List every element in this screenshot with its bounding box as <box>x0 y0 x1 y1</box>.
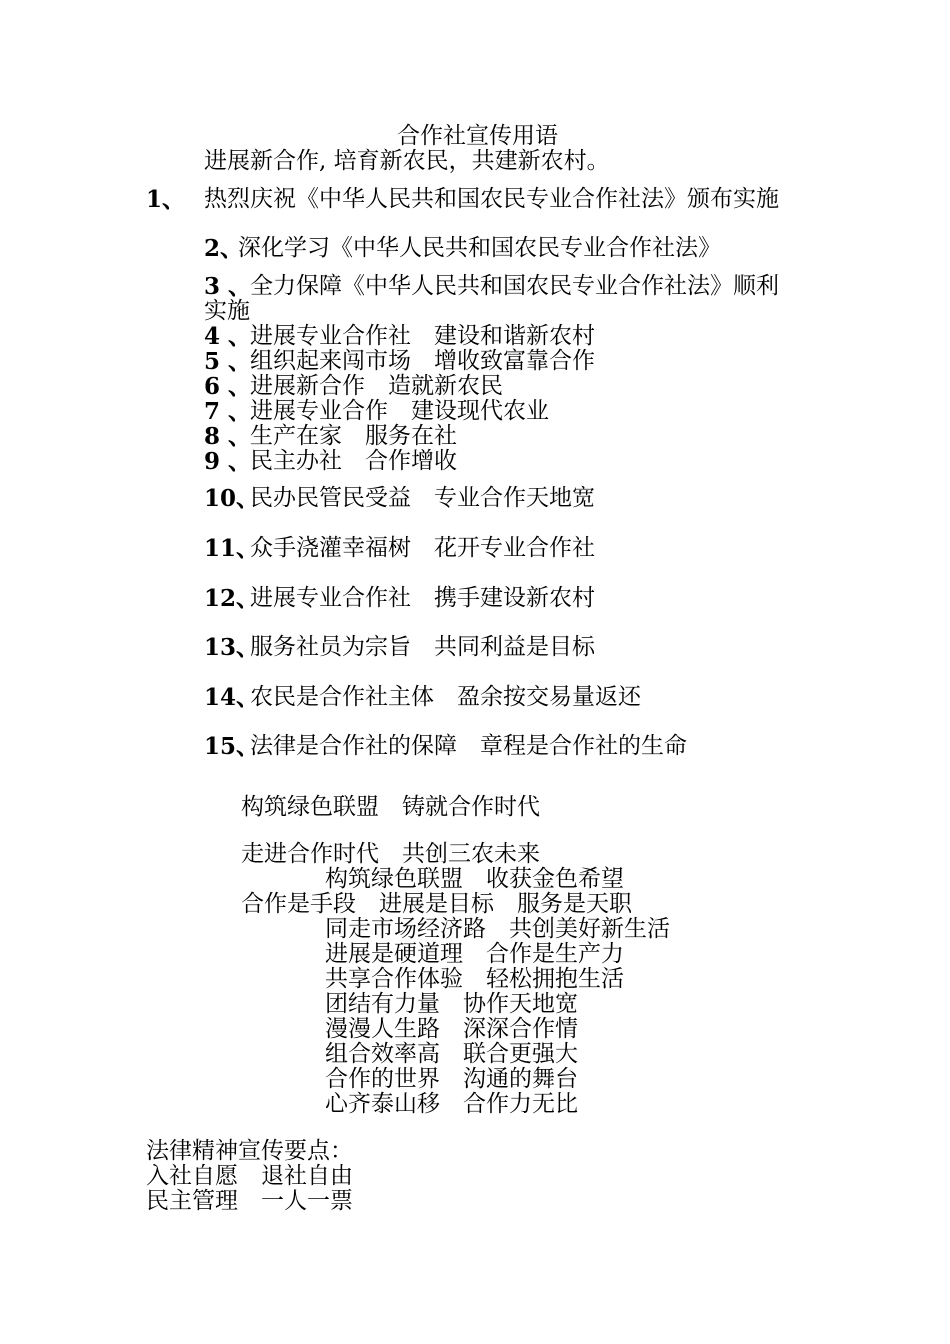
document-title: 合作社宣传用语 <box>397 123 558 149</box>
item-text: 民主办社 合作增收 <box>250 448 457 474</box>
slogan-line: 进展是硬道理 合作是生产力 <box>325 941 624 967</box>
item-number: 5 、 <box>204 348 252 375</box>
item-number: 3 、 <box>204 273 252 300</box>
item-text: 服务社员为宗旨 共同利益是目标 <box>250 634 595 660</box>
item-text: 法律是合作社的保障 章程是合作社的生命 <box>250 733 687 759</box>
item-text: 进展专业合作 建设现代农业 <box>250 398 549 424</box>
legal-points-heading: 法律精神宣传要点： <box>146 1138 353 1164</box>
item-number: 2、 <box>204 235 244 262</box>
item-number: 13、 <box>204 634 260 661</box>
legal-point-line: 民主管理 一人一票 <box>146 1188 353 1214</box>
item-number: 1、 <box>146 186 186 213</box>
item-number: 6 、 <box>204 373 252 400</box>
slogan-line: 组合效率高 联合更强大 <box>325 1041 578 1067</box>
item-text: 组织起来闯市场 增收致富靠合作 <box>250 348 595 374</box>
item-text: 农民是合作社主体 盈余按交易量返还 <box>250 684 641 710</box>
item-text: 进展专业合作社 建设和谐新农村 <box>250 323 595 349</box>
slogan-line: 合作的世界 沟通的舞台 <box>325 1066 578 1092</box>
item-number: 15、 <box>204 733 260 760</box>
legal-point-line: 入社自愿 退社自由 <box>146 1163 353 1189</box>
slogan-line: 合作是手段 进展是目标 服务是天职 <box>241 891 632 917</box>
item-number: 9 、 <box>204 448 252 475</box>
item-number: 7 、 <box>204 398 252 425</box>
slogan-line: 漫漫人生路 深深合作情 <box>325 1016 578 1042</box>
item-number: 11、 <box>204 535 260 562</box>
slogan-line: 构筑绿色联盟 收获金色希望 <box>325 866 624 892</box>
slogan-line: 团结有力量 协作天地宽 <box>325 991 578 1017</box>
slogan-line: 走进合作时代 共创三农未来 <box>241 841 540 867</box>
document-subtitle: 进展新合作, 培育新农民，共建新农村。 <box>204 148 610 174</box>
item-text: 进展专业合作社 携手建设新农村 <box>250 585 595 611</box>
item-number: 10、 <box>204 485 260 512</box>
item-number: 4 、 <box>204 323 252 350</box>
item-text-continuation: 实施 <box>204 298 250 324</box>
item-text: 进展新合作 造就新农民 <box>250 373 503 399</box>
item-text: 生产在家 服务在社 <box>250 423 457 449</box>
item-number: 8 、 <box>204 423 252 450</box>
slogan-line: 同走市场经济路 共创美好新生活 <box>325 916 670 942</box>
item-text: 深化学习《中华人民共和国农民专业合作社法》 <box>238 235 721 261</box>
item-number: 14、 <box>204 684 260 711</box>
slogan-line: 共享合作体验 轻松拥抱生活 <box>325 966 624 992</box>
item-text: 全力保障《中华人民共和国农民专业合作社法》顺利 <box>250 273 779 299</box>
item-text: 热烈庆祝《中华人民共和国农民专业合作社法》颁布实施 <box>204 186 779 212</box>
item-number: 12、 <box>204 585 260 612</box>
item-text: 民办民管民受益 专业合作天地宽 <box>250 485 595 511</box>
item-text: 众手浇灌幸福树 花开专业合作社 <box>250 535 595 561</box>
slogan-line: 构筑绿色联盟 铸就合作时代 <box>241 794 540 820</box>
slogan-line: 心齐泰山移 合作力无比 <box>325 1091 578 1117</box>
